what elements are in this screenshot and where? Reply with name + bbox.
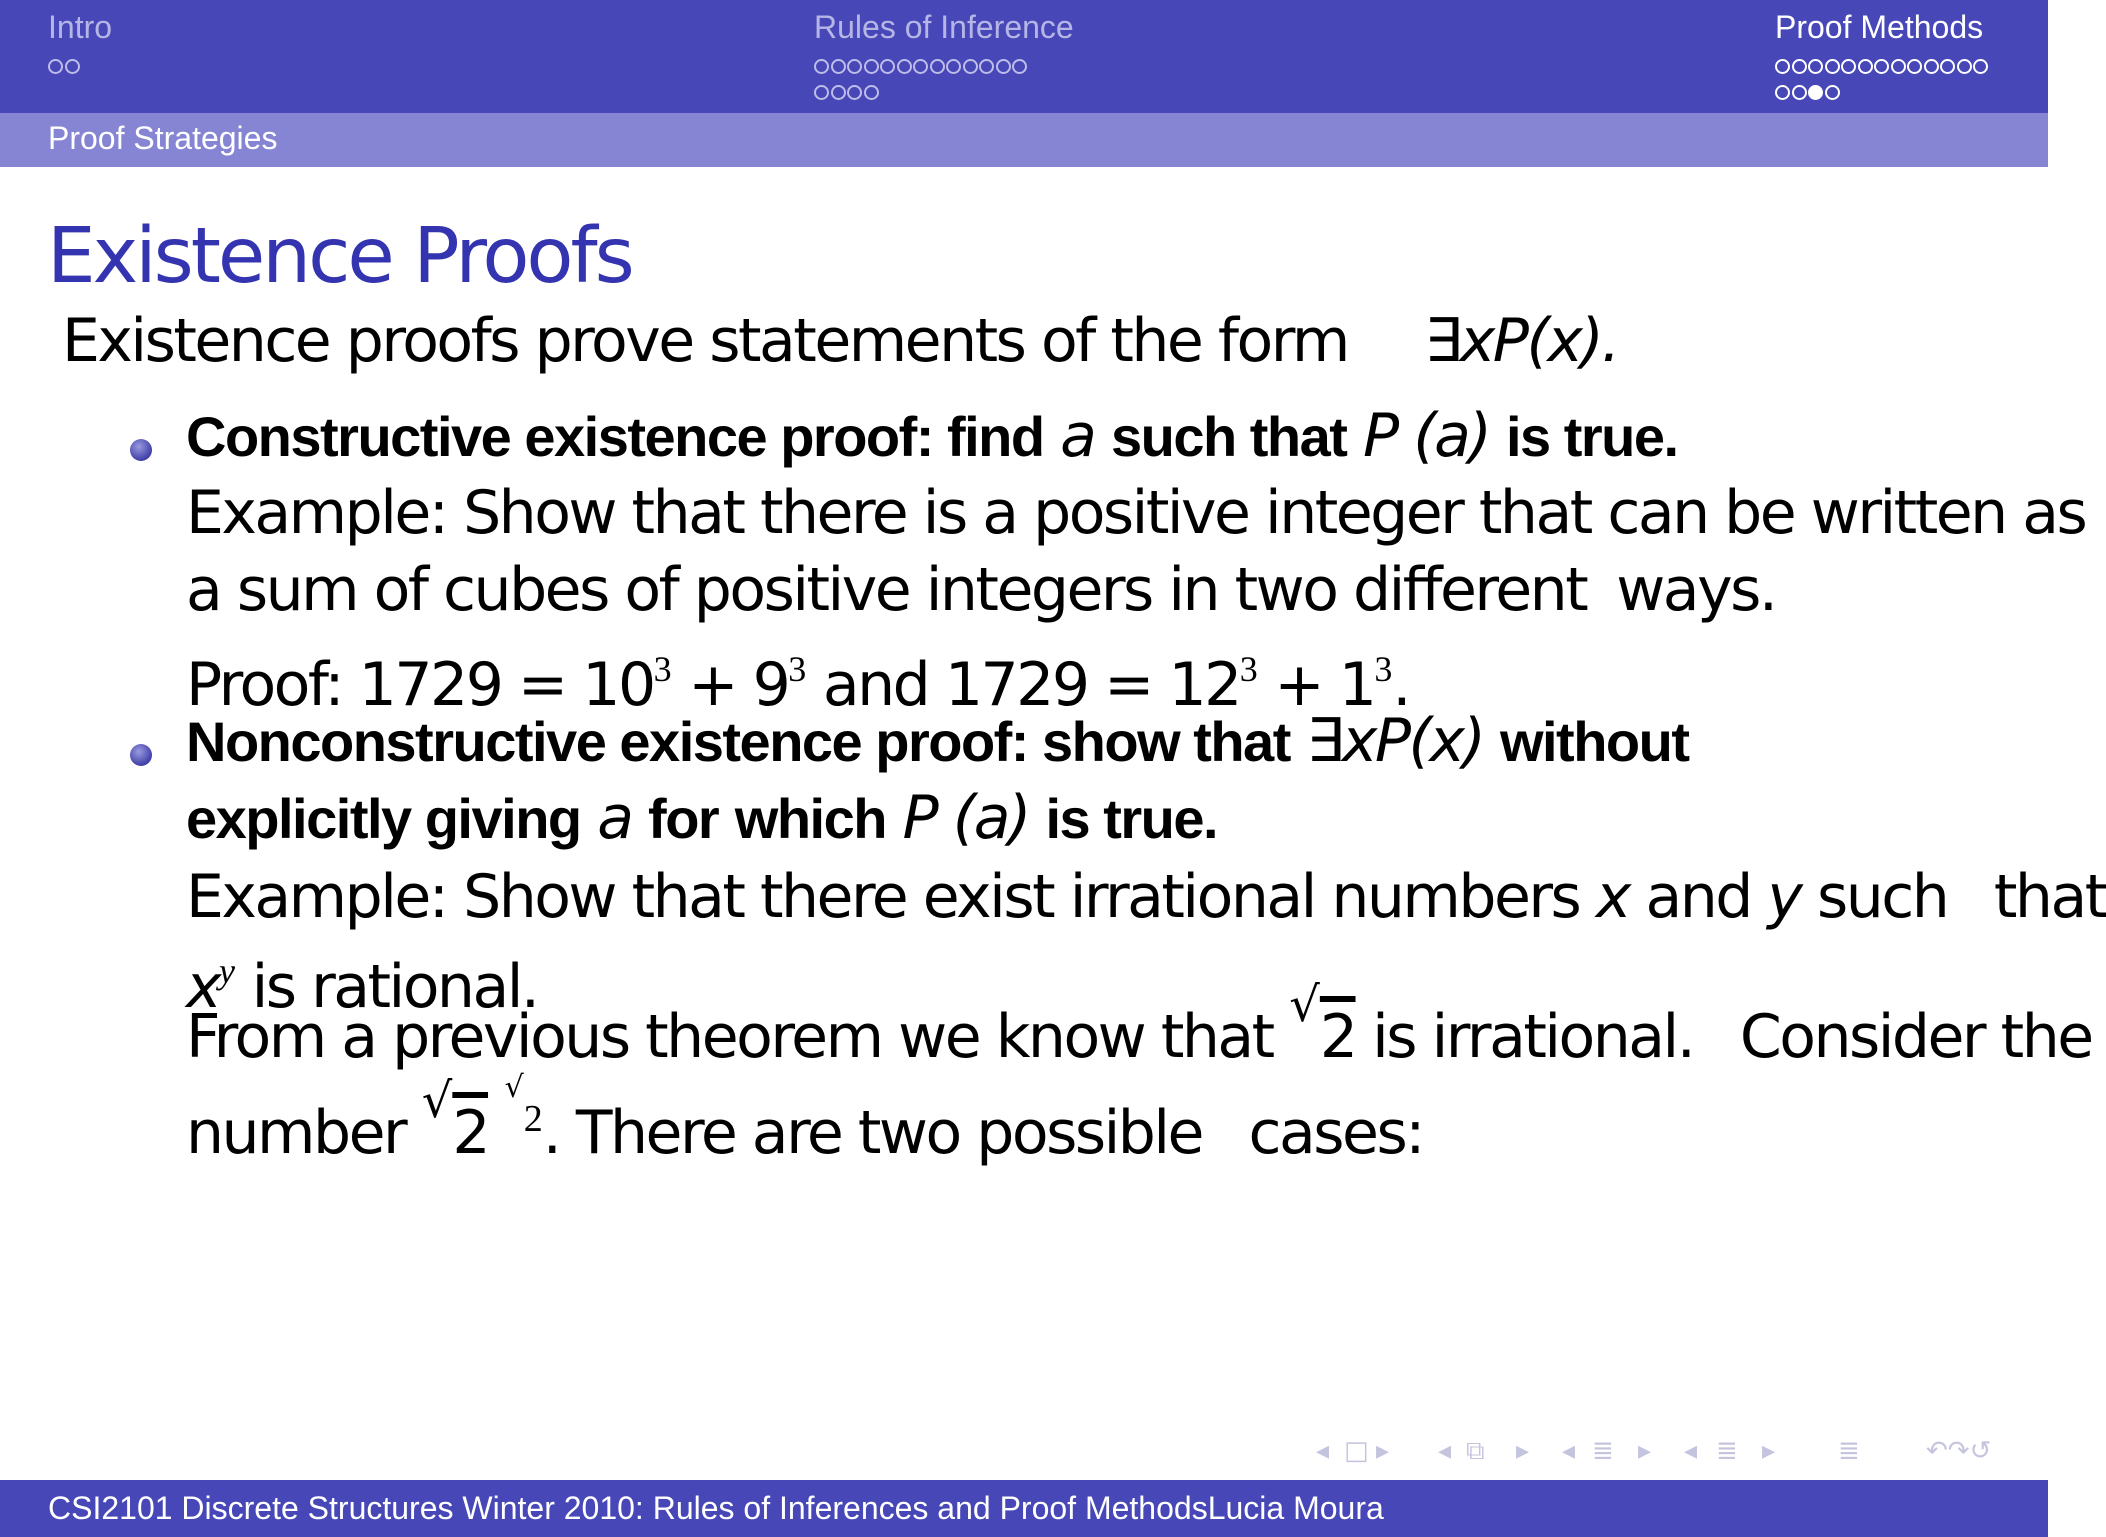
bullet-nonconstructive-line2 bbox=[186, 783, 1217, 854]
document-icon[interactable]: ≣ bbox=[1716, 1436, 1738, 1466]
word-such: such bbox=[1817, 862, 1948, 932]
word-for: for bbox=[648, 787, 719, 850]
progress-dot[interactable] bbox=[880, 59, 895, 74]
nav-section-proof-methods[interactable] bbox=[1775, 8, 1990, 98]
frame-icon[interactable]: □ bbox=[1344, 1436, 1369, 1466]
progress-dot[interactable] bbox=[1841, 59, 1856, 74]
progress-dot[interactable] bbox=[1792, 85, 1807, 100]
example2-line1 bbox=[186, 862, 2106, 932]
top-navigation-bar bbox=[0, 0, 2048, 113]
bullet-nonconstructive bbox=[186, 706, 1688, 777]
progress-dot[interactable] bbox=[1907, 59, 1922, 74]
nonconstructive-without: without bbox=[1499, 710, 1689, 773]
nav-progress-dots-rules-row2 bbox=[814, 72, 1074, 98]
progress-dot[interactable] bbox=[1957, 59, 1972, 74]
word-and: and bbox=[1645, 862, 1751, 932]
footer-bar bbox=[0, 1480, 2048, 1537]
sqrt-two: 2 bbox=[1319, 1002, 1356, 1072]
proof-term-12: 12 bbox=[1168, 650, 1240, 720]
section-icon[interactable]: ≣ bbox=[1592, 1436, 1614, 1466]
next-section-arrow-icon[interactable]: ▸ bbox=[1638, 1436, 1652, 1466]
prev-subsection-arrow-icon[interactable]: ◂ bbox=[1438, 1436, 1452, 1466]
know-that: know that bbox=[995, 1002, 1273, 1072]
progress-dot[interactable] bbox=[930, 59, 945, 74]
progress-dot[interactable] bbox=[1874, 59, 1889, 74]
var-a: a bbox=[597, 783, 632, 853]
word-which: which bbox=[734, 787, 886, 850]
next-document-arrow-icon[interactable]: ▸ bbox=[1762, 1436, 1776, 1466]
bullet-constructive bbox=[186, 401, 1678, 472]
footer-text: CSI2101 Discrete Structures Winter 2010: Rules of Inferences and Proof MethodsLucia Moura bbox=[48, 1490, 1384, 1526]
progress-dot[interactable] bbox=[65, 59, 80, 74]
example1-line2-text: a sum of cubes of positive integers in two different bbox=[186, 555, 1587, 625]
constructive-such-that: such that bbox=[1111, 405, 1347, 468]
progress-dot[interactable] bbox=[996, 59, 1011, 74]
exponent: 3 bbox=[788, 649, 807, 689]
progress-dot[interactable] bbox=[1775, 85, 1790, 100]
appendix-icon[interactable]: ≣ bbox=[1838, 1436, 1860, 1466]
prev-section-arrow-icon[interactable]: ◂ bbox=[1562, 1436, 1576, 1466]
progress-dot[interactable] bbox=[946, 59, 961, 74]
example1-line1: Example: Show that there is a positive integer that can be written as bbox=[186, 478, 2086, 548]
nav-progress-dots-intro bbox=[48, 46, 112, 72]
next-subsection-arrow-icon[interactable]: ▸ bbox=[1516, 1436, 1530, 1466]
slide-title: Existence Proofs bbox=[47, 212, 632, 301]
subsection-title[interactable]: Proof Strategies bbox=[48, 120, 278, 156]
exponent: 3 bbox=[653, 649, 672, 689]
word-cases: cases: bbox=[1248, 1098, 1423, 1168]
progress-dot[interactable] bbox=[1940, 59, 1955, 74]
next-frame-arrow-icon[interactable]: ▸ bbox=[1376, 1436, 1390, 1466]
proof-term-9: 9 bbox=[752, 650, 789, 720]
is-rational: is rational. bbox=[251, 952, 538, 1022]
progress-dot[interactable] bbox=[847, 85, 862, 100]
prev-document-arrow-icon[interactable]: ◂ bbox=[1684, 1436, 1698, 1466]
progress-dot[interactable] bbox=[963, 59, 978, 74]
progress-dot[interactable] bbox=[1808, 85, 1823, 100]
exists-formula: ∃xP(x) bbox=[1306, 706, 1484, 776]
progress-dot[interactable] bbox=[897, 59, 912, 74]
proof-prefix: Proof: 1729 = bbox=[186, 650, 566, 720]
two-possible-cases: . There are two possible bbox=[542, 1098, 1202, 1168]
var-a: a bbox=[1060, 401, 1095, 471]
proof-term-10: 10 bbox=[582, 650, 654, 720]
p-of-a: P (a) bbox=[902, 783, 1029, 853]
example1-line2 bbox=[186, 555, 1775, 625]
nonconstructive-is-true: is true. bbox=[1045, 787, 1218, 850]
nav-section-intro-label[interactable]: Intro bbox=[48, 9, 113, 45]
progress-dot[interactable] bbox=[814, 85, 829, 100]
exponent: 3 bbox=[1374, 649, 1393, 689]
constructive-heading: Constructive existence proof: find bbox=[186, 405, 1044, 468]
word-consider: Consider bbox=[1739, 1002, 1985, 1072]
intro-line bbox=[62, 306, 1618, 376]
nav-progress-dots-proof-row1 bbox=[1775, 46, 1990, 72]
constructive-is-true: is true. bbox=[1505, 405, 1678, 468]
proof-term-1: 1 bbox=[1338, 650, 1375, 720]
progress-dot[interactable] bbox=[913, 59, 928, 74]
prev-frame-arrow-icon[interactable]: ◂ bbox=[1316, 1436, 1330, 1466]
sqrt-two-base: 2 bbox=[452, 1098, 489, 1168]
proof-end: . bbox=[1392, 650, 1409, 720]
nav-progress-dots-proof-row2 bbox=[1775, 72, 1990, 98]
beamer-navigation-controls bbox=[1316, 1436, 2036, 1470]
var-y: y bbox=[1767, 862, 1801, 932]
progress-dot[interactable] bbox=[1924, 59, 1939, 74]
sqrt-icon: √ bbox=[421, 1073, 453, 1129]
search-back-forward-icon[interactable]: ↶↷↺ bbox=[1926, 1436, 1992, 1466]
progress-dot[interactable] bbox=[1825, 85, 1840, 100]
nav-section-rules-of-inference[interactable] bbox=[814, 8, 1074, 98]
nav-section-intro[interactable] bbox=[48, 8, 112, 72]
progress-dot[interactable] bbox=[1012, 59, 1027, 74]
p-of-a: P (a) bbox=[1363, 401, 1490, 471]
exponent: 3 bbox=[1239, 649, 1258, 689]
sqrt-icon: √ bbox=[1289, 977, 1320, 1033]
progress-dot[interactable] bbox=[831, 85, 846, 100]
plus-sign: + bbox=[1274, 650, 1323, 720]
nonconstructive-heading: Nonconstructive existence proof: show that bbox=[186, 710, 1290, 773]
proof-middle: and 1729 = bbox=[822, 650, 1152, 720]
plus-sign: + bbox=[688, 650, 737, 720]
nav-progress-dots-rules-row1 bbox=[814, 46, 1074, 72]
explicitly-giving: explicitly giving bbox=[186, 787, 581, 850]
subsection-bar bbox=[0, 113, 2048, 167]
progress-dot[interactable] bbox=[1891, 59, 1906, 74]
progress-dot[interactable] bbox=[1973, 59, 1988, 74]
word-the: the bbox=[2000, 1002, 2092, 1072]
bullet-marker bbox=[130, 744, 152, 766]
subsection-icon[interactable]: ⧉ bbox=[1466, 1436, 1485, 1466]
example2-label: Example: bbox=[186, 862, 447, 932]
sqrt-exponent-icon: √ bbox=[504, 1070, 524, 1105]
x-power-exponent: y bbox=[219, 951, 235, 991]
progress-dot[interactable] bbox=[1858, 59, 1873, 74]
intro-formula: ∃xP(x). bbox=[1424, 306, 1618, 376]
word-number: number bbox=[186, 1098, 406, 1168]
progress-dot[interactable] bbox=[864, 85, 879, 100]
nav-section-rules-label[interactable]: Rules of Inference bbox=[814, 9, 1074, 45]
example1-line2-end: ways. bbox=[1616, 555, 1776, 625]
number-line bbox=[186, 1070, 1423, 1179]
bullet-marker bbox=[130, 439, 152, 461]
progress-dot[interactable] bbox=[979, 59, 994, 74]
var-x: x bbox=[1595, 862, 1629, 932]
is-irrational: is irrational. bbox=[1372, 1002, 1694, 1072]
from-previous-theorem: From a previous theorem we bbox=[186, 1002, 980, 1072]
x-power-base: x bbox=[186, 952, 220, 1022]
progress-dot[interactable] bbox=[48, 59, 63, 74]
intro-text: Existence proofs prove statements of the form bbox=[62, 306, 1348, 376]
nav-section-proof-methods-label[interactable]: Proof Methods bbox=[1775, 9, 1984, 45]
word-that: that bbox=[1993, 862, 2106, 932]
sqrt-exponent-two: 2 bbox=[523, 1098, 543, 1140]
example2-text: Show that there exist irrational numbers bbox=[463, 862, 1580, 932]
